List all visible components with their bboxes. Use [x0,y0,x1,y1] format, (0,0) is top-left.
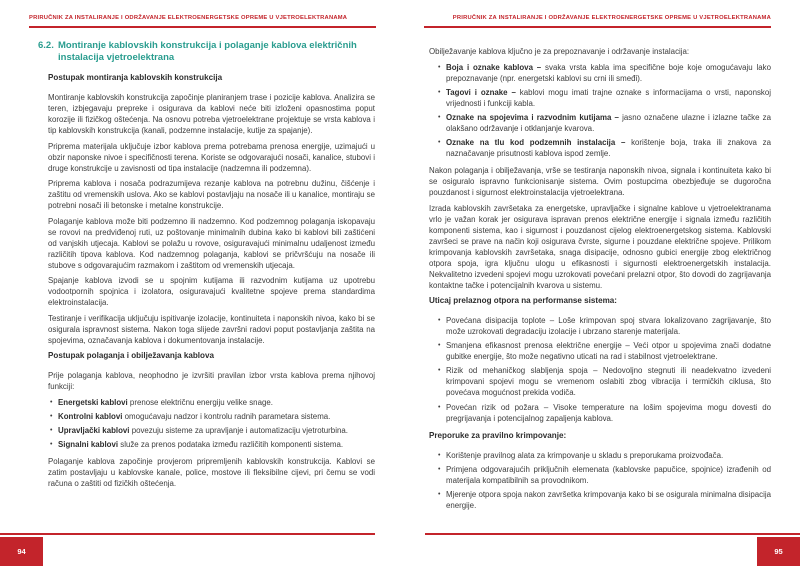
bullet-icon: • [438,465,441,473]
bullet-icon: • [438,367,441,375]
list-item [429,340,771,362]
list-item-text: Rizik od mehaničkog slabljenja spoja – Nedovoljno stegnuti ili neadekvatno izvedeni krimpovani spojevi mogu se vremenom oslabiti zbog vibracija i termičkih ciklusa, što povećava mogućnost prekida vodiča. [446,366,771,398]
paragraph: Priprema kablova i nosača podrazumijeva rezanje kablova na potrebnu dužinu, čišćenje i zaštitu od vremenskih uslova. Ako se kablovi postavljaju na nosače ili u kanalice, montiraju se potrebni nosači ili betonske i metalne konstrukcije. [48,179,375,210]
list-item-text: Tagovi i oznake – kablovi mogu imati trajne oznake s informacijama o vrsti, naponskoj vrijednosti i funkciji kabla. [446,87,771,108]
list-item-text: Oznake na spojevima i razvodnim kutijama – jasno označene ulazne i izlazne tačke za olakšano održavanje i otklanjanje kvarova. [446,112,771,133]
bullet-icon: • [50,412,53,420]
list-item [429,402,771,424]
list-item [429,365,771,398]
marking-list [429,62,771,160]
list-item-text: Signalni kablovi služe za prenos podataka između različitih komponenti sistema. [58,440,344,450]
list-item-text: Kontrolni kablovi omogućavaju nadzor i kontrolu radnih parametara sistema. [58,411,331,421]
cable-types-list [48,397,375,451]
bullet-icon: • [438,113,441,121]
impact-list [429,315,771,424]
list-item [429,489,771,511]
list-item-text: Primjena odgovarajućih priključnih elemenata (kablovske papučice, spojnice) izrađenih od materijala kompatibilnih sa provodnikom. [446,464,771,485]
paragraph: Testiranje i verifikacija uključuju ispitivanje izolacije, kontinuiteta i naponskih nivoa, kako bi se osigurala ispravnost sistema. Nakon toga slijede završni radovi poput postavljanja zaštita na spojevima, označavanja kablova i dokumentovanja instalacije. [48,313,375,345]
subheading-montiranje: Postupak montiranja kablovskih konstrukcija [48,73,223,82]
list-item [48,425,375,436]
list-item-text: Boja i oznake kablova – svaka vrsta kabla ima specifične boje koje omogućavaju lako prepoznavanje (npr. energetski kablovi su crni ili smeđi). [446,62,771,83]
list-item [429,464,771,486]
paragraph: Polaganje kablova započinje provjerom pripremljenih kablovskih konstrukcija. Kablovi se zatim postavljaju u kablovske kanale, police, mostove ili fleksibilne cijevi, pri čemu se vodi računa o zaštiti od fizičkih oštećenja. [48,457,375,489]
bullet-icon: • [438,88,441,96]
paragraph: Spajanje kablova izvodi se u spojnim kutijama ili razvodnim kutijama uz upotrebu vodootpornih spojnica i izolatora, osiguravajući kvalitetne spojeve prema standardima elektroinstalacija. [48,276,375,307]
running-header-right: PRIRUČNIK ZA INSTALIRANJE I ODRŽAVANJE ELEKTROENERGETSKE OPREME U VJETROELEKTRANAMA [452,15,771,21]
bullet-icon: • [50,426,53,434]
footer-rule-left [0,533,375,535]
list-item [429,137,771,159]
paragraph: Priprema materijala uključuje izbor kablova prema potrebama prenosa energije, uzimajući u obzir naponske nivoe i specifičnosti terena. Koriste se odgovarajući nosači, kanalice, stubovi i druge konstrukcije u zavisnosti od tipa instalacije (nadzemna ili podzemna). [48,141,375,173]
bullet-icon: • [438,451,441,459]
left-page-content [38,40,375,489]
bullet-icon: • [438,139,441,147]
list-item-text: Mjerenje otpora spoja nakon završetka krimpovanja kako bi se osigurala minimalna disipacija energije. [446,490,771,510]
list-item-text: Oznake na tlu kod podzemnih instalacija – korištenje boja, traka ili znakova za naznačavanje prisutnosti kablova ispod zemlje. [446,138,771,159]
page-number-badge: 95 [757,537,800,566]
page-right [400,0,800,566]
bullet-icon: • [50,441,53,449]
list-item [429,112,771,134]
list-item-text: Smanjena efikasnost prenosa električne energije – Veći otpor u spojevima znači dodatne gubitke energije, što može negativno uticati na rad i stabilnost vjetroelektrane. [446,341,771,362]
list-item-text: Upravljački kablovi povezuju sisteme za upravljanje i automatizaciju vjetroturbina. [58,425,348,435]
recommendations-list [429,450,771,511]
paragraph: Prije polaganja kablova, neophodno je izvršiti pravilan izbor vrsta kablova prema njihovoj funkciji: [48,371,375,391]
paragraph: Izrada kablovskih završetaka za energetske, upravljačke i signalne kablove u vjetroelektranama vrlo je važan korak jer osigurava ispravan prenos električne energije i signala između različitih komponenti sistema, kao i sigurnost i pouzdanost cijelog elektroenergetskog sistema. Kablovski završeci se prave na način koji osigurava čvrste, sigurne i pouzdane električne spojeve. Prilikom krimpovanja kablovskih završetaka, snaga disipacije, odnosno gubici energije zbog električnog otpora spoja, igra ključnu ulogu u efikasnosti i sigurnosti elektroenergetskih instalacija. Nekvalitetno izvedeni spojevi mogu uzrokovati povećani prelazni otpor, što dovodi do zagrijavanja kontaktne tačke i potencijalnih kvarova u sistemu. [429,203,771,290]
header-rule-right [424,26,771,28]
paragraph: Nakon polaganja i obilježavanja, vrše se testiranja naponskih nivoa, signala i kontinuiteta kako bi se osiguralo ispravno funkcionisanje sistema. Ovim postupcima obezbjeđuje se dugoročna pouzdanost i sigurnost elektroinstalacija vjetroelektrana. [429,166,771,198]
header-rule-left [29,26,376,28]
running-header-left: PRIRUČNIK ZA INSTALIRANJE I ODRŽAVANJE ELEKTROENERGETSKE OPREME U VJETROELEKTRANAMA [29,15,348,21]
right-page-content [429,46,771,517]
subheading-preporuke: Preporuke za pravilno krimpovanje: [429,430,567,440]
subheading-polaganje: Postupak polaganja i obilježavanja kablova [48,351,214,360]
list-item-text: Korištenje pravilnog alata za krimpovanje u skladu s preporukama proizvođača. [446,450,724,460]
bullet-icon: • [438,317,441,325]
section-heading [38,40,375,64]
list-item [429,87,771,109]
page-number-badge: 94 [0,537,43,566]
list-item-text: Povećan rizik od požara – Visoke temperature na lošim spojevima mogu dovesti do pregrijavanja i potencijalnog zapaljenja kablova. [446,402,771,423]
list-item [48,411,375,422]
bullet-icon: • [438,403,441,411]
paragraph: Polaganje kablova može biti podzemno ili nadzemno. Kod podzemnog polaganja iskopavaju se rovovi na predviđenoj ruti, uz poštovanje minimalnih dubina kako bi kablovi bili zaštićeni od vanjskih utjecaja. Kablovi se polažu u rovove, osiguravajući minimalnu udaljenost između različitih tipova kablova. Kod nadzemnog polaganja, kablovi se pričvršćuju na nosače ili stubove s odgovarajućim razmakom i zaštitom od vremenskih utjecaja. [48,216,375,270]
bullet-icon: • [438,63,441,71]
section-number: 6.2. [38,40,54,51]
footer-rule-right [425,533,800,535]
section-title: Montiranje kablovskih konstrukcija i polaganje kablova električnih instalacija vjetroelektrana [58,40,357,63]
list-item [48,439,375,450]
list-item [429,450,771,461]
bullet-icon: • [438,491,441,498]
list-item-text: Energetski kablovi prenose električnu energiju velike snage. [58,397,273,407]
list-item [429,62,771,84]
bullet-icon: • [50,398,53,406]
paragraph: Montiranje kablovskih konstrukcija započinje planiranjem trase i pozicije kablova. Analizira se teren, izbjegavaju prepreke i osigurava da kablovi neće biti izloženi opasnostima poput korozije ili fizičkog oštećenja. Na osnovu potreba vjetroelektrane projektuje se vrsta kablova i tip kablovskih konstrukcija (kanali, podzemne instalacije, kutije za spajanje). [48,93,375,135]
subheading-uticaj: Uticaj prelaznog otpora na performanse sistema: [429,296,618,306]
list-item-text: Povećana disipacija toplote – Loše krimpovan spoj stvara lokalizovano zagrijavanje, što može uzrokovati degradaciju izolacije i ubrzano starenje materijala. [446,316,771,337]
list-item [429,315,771,337]
paragraph: Obilježavanje kablova ključno je za prepoznavanje i održavanje instalacija: [429,47,690,56]
bullet-icon: • [438,342,441,350]
list-item [48,397,375,408]
